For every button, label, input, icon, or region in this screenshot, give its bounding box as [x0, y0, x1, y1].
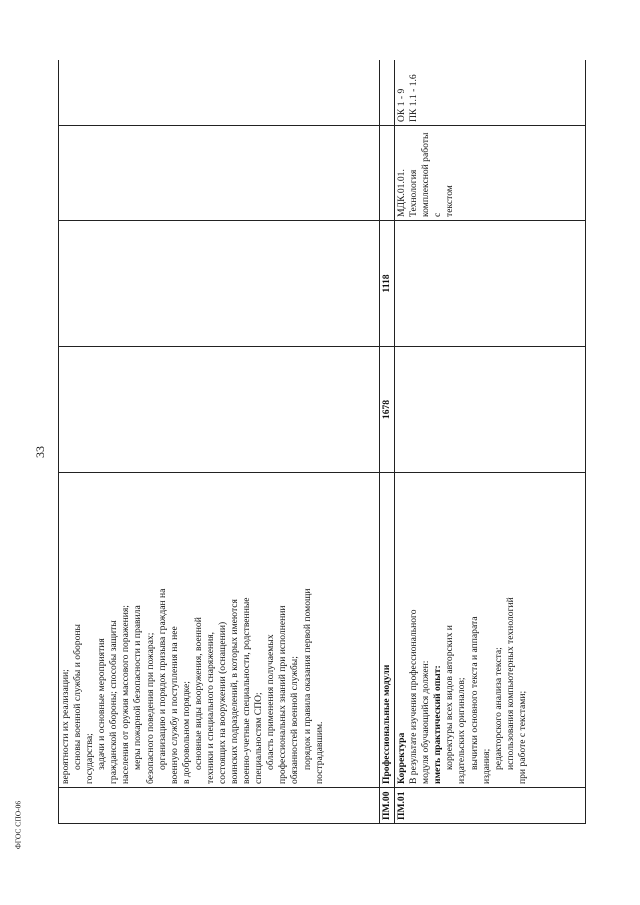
table-row-pm00	[380, 60, 395, 824]
cell-competencies	[395, 60, 586, 126]
text-line: техники и специального снаряжения,	[204, 631, 216, 784]
cell-hours-max	[59, 347, 380, 473]
curriculum-table	[58, 60, 586, 824]
text-line: военно-учетные специальности, родственные	[241, 597, 253, 784]
mdk-line: МДК.01.01.	[396, 169, 408, 217]
text-line: редакторского анализа текста;	[492, 647, 504, 770]
text-line: корректуры всех видов авторских и	[444, 625, 456, 770]
mdk-line: Технология	[408, 169, 420, 217]
cell-competencies	[59, 60, 380, 126]
cell-hours-compulsory	[59, 221, 380, 347]
text-line: область применения получаемых	[265, 634, 277, 770]
text-line: задачи и основные мероприятия	[96, 638, 108, 770]
mdk-line: текстом	[444, 185, 456, 217]
text-line: вероятности их реализации;	[60, 669, 71, 784]
text-line: при работе с текстами;	[516, 690, 528, 784]
text-line: в добровольном порядке;	[180, 681, 192, 784]
text-line: обязанностей военной службы;	[289, 656, 301, 784]
cell-index	[59, 788, 380, 824]
footer-document-code: ФГОС СПО-06	[13, 800, 23, 850]
competency-line: ОК 1 - 9	[396, 88, 408, 122]
mdk-line: комплексной работы с	[420, 132, 444, 217]
competency-line: ПК 1.1 - 1.6	[408, 74, 420, 122]
text-line: вычитки основного текста и аппарата	[468, 616, 480, 770]
text-line: порядок и правила оказания первой помощи	[301, 588, 313, 770]
cell-index: ПМ.01	[395, 788, 586, 824]
text-line: состоящих на вооружении (оснащении)	[217, 621, 229, 784]
cell-section-title: Профессиональные модули	[380, 473, 395, 788]
cell-hours-compulsory	[395, 221, 586, 347]
text-line: издательских оригиналов;	[456, 677, 468, 784]
table-row-pm01	[395, 60, 586, 824]
text-line: профессиональных знаний при исполнении	[277, 605, 289, 784]
text-line: безопасного поведения при пожарах;	[144, 632, 156, 784]
text-line: меры пожарной безопасности и правила	[132, 605, 144, 770]
cell-discipline-index	[395, 126, 586, 221]
practical-experience-label: иметь практический опыт:	[432, 665, 444, 784]
text-line: модуля обучающийся должен:	[420, 660, 432, 784]
text-line: гражданской обороны; способы защиты	[108, 620, 120, 784]
module-title: Корректура	[396, 732, 408, 784]
cell-index: ПМ.00	[380, 788, 395, 824]
cell-hours-max: 1678	[380, 347, 395, 473]
text-line: специальностям СПО;	[253, 692, 265, 784]
cell-discipline-index	[380, 126, 395, 221]
text-line: населения от оружия массового поражения;	[120, 605, 132, 784]
text-line: военную службу и поступления на нее	[168, 626, 180, 784]
text-line: основные виды вооружения, военной	[192, 617, 204, 770]
text-line: воинских подразделений, в которых имеются	[229, 599, 241, 784]
text-line: издания;	[480, 748, 492, 784]
cell-hours-compulsory: 1118	[380, 221, 395, 347]
text-line: государства;	[84, 733, 96, 784]
cell-competencies	[380, 60, 395, 126]
curriculum-table-grid	[58, 60, 586, 824]
text-line: пострадавшим.	[313, 721, 325, 784]
text-line: В результате изучения профессионального	[408, 609, 420, 784]
cell-discipline-index	[59, 126, 380, 221]
text-line: основы военной службы и обороны	[72, 624, 84, 770]
page-number: 33	[33, 446, 47, 458]
text-line: организацию и порядок призыва граждан на	[156, 588, 168, 770]
table-row-continuation	[59, 60, 380, 824]
text-line: использования компьютерных технологий	[504, 597, 516, 770]
cell-content-text	[59, 473, 380, 788]
cell-content-text	[395, 473, 586, 788]
cell-hours-max	[395, 347, 586, 473]
